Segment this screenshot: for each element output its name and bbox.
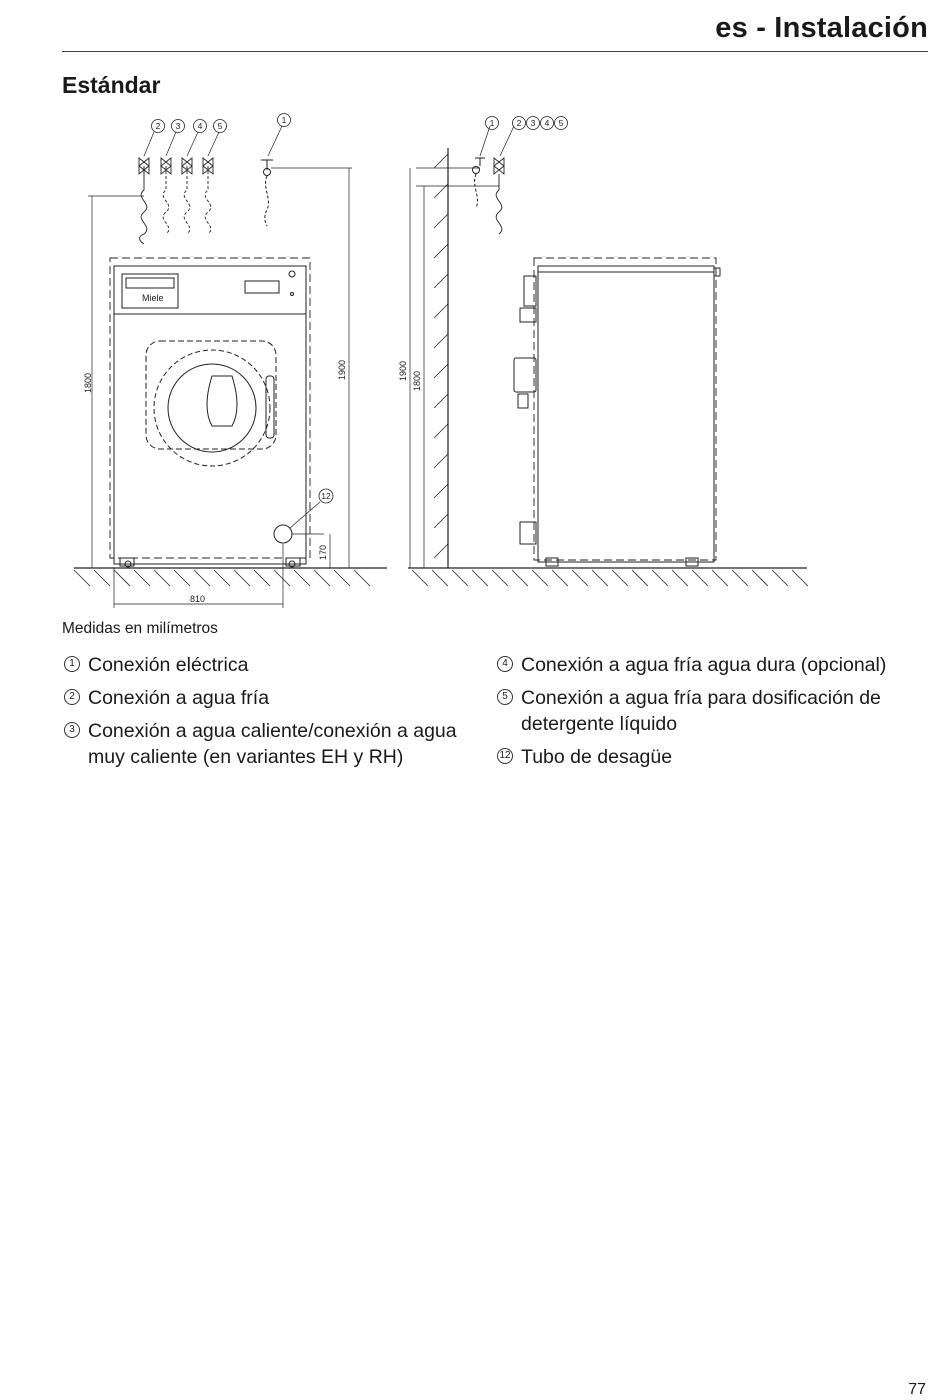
callout-3-side: 3: [530, 118, 536, 128]
callout-1-side: 1: [489, 118, 495, 128]
callout-2-side: 2: [516, 118, 522, 128]
figure-caption: Medidas en milímetros: [62, 620, 218, 637]
dim-side-1800: 1800: [412, 370, 422, 391]
legend-left: [64, 652, 494, 777]
page-header-title: es - Instalación: [715, 12, 928, 44]
page-number: 77: [908, 1381, 926, 1398]
legend-item: [64, 652, 494, 678]
legend-number: 2: [64, 689, 80, 705]
dim-width-810: 810: [190, 594, 206, 604]
legend-text: Conexión a agua fría para dosificación de detergente líquido: [521, 687, 881, 735]
callout-5-side: 5: [558, 118, 564, 128]
legend-text: Conexión a agua caliente/conexión a agua muy caliente (en variantes EH y RH): [88, 720, 457, 768]
brand-logo: Miele: [142, 293, 164, 303]
installation-diagram: [62, 108, 822, 613]
legend-number: 1: [64, 656, 80, 672]
legend-item: [64, 685, 494, 711]
dim-height-1800: 1800: [83, 372, 93, 393]
side-view: [398, 117, 808, 587]
section-title: Estándar: [62, 72, 161, 98]
dim-height-1900: 1900: [337, 359, 347, 380]
legend-number: 4: [497, 656, 513, 672]
legend-number: 3: [64, 722, 80, 738]
callout-2: 2: [155, 121, 161, 131]
callout-3: 3: [175, 121, 181, 131]
legend-item: [497, 685, 937, 737]
legend-text: Conexión a agua fría: [88, 687, 270, 709]
callout-1-front: 1: [281, 115, 287, 125]
callout-5: 5: [217, 121, 223, 131]
legend-right: [497, 652, 937, 777]
header-divider: [62, 51, 928, 52]
dim-side-1900: 1900: [398, 360, 408, 381]
callout-12: 12: [321, 491, 331, 501]
legend-item: [497, 652, 937, 678]
callout-4-side: 4: [544, 118, 550, 128]
legend-number: 5: [497, 689, 513, 705]
legend-text: Tubo de desagüe: [521, 746, 673, 768]
callout-4: 4: [197, 121, 203, 131]
legend-number: 12: [497, 748, 513, 764]
legend-text: Conexión eléctrica: [88, 654, 249, 676]
legend-item: [64, 718, 494, 770]
dim-drain-170: 170: [318, 544, 328, 560]
front-view: [74, 114, 387, 609]
legend-text: Conexión a agua fría agua dura (opcional): [521, 654, 887, 676]
legend-item: [497, 744, 937, 770]
